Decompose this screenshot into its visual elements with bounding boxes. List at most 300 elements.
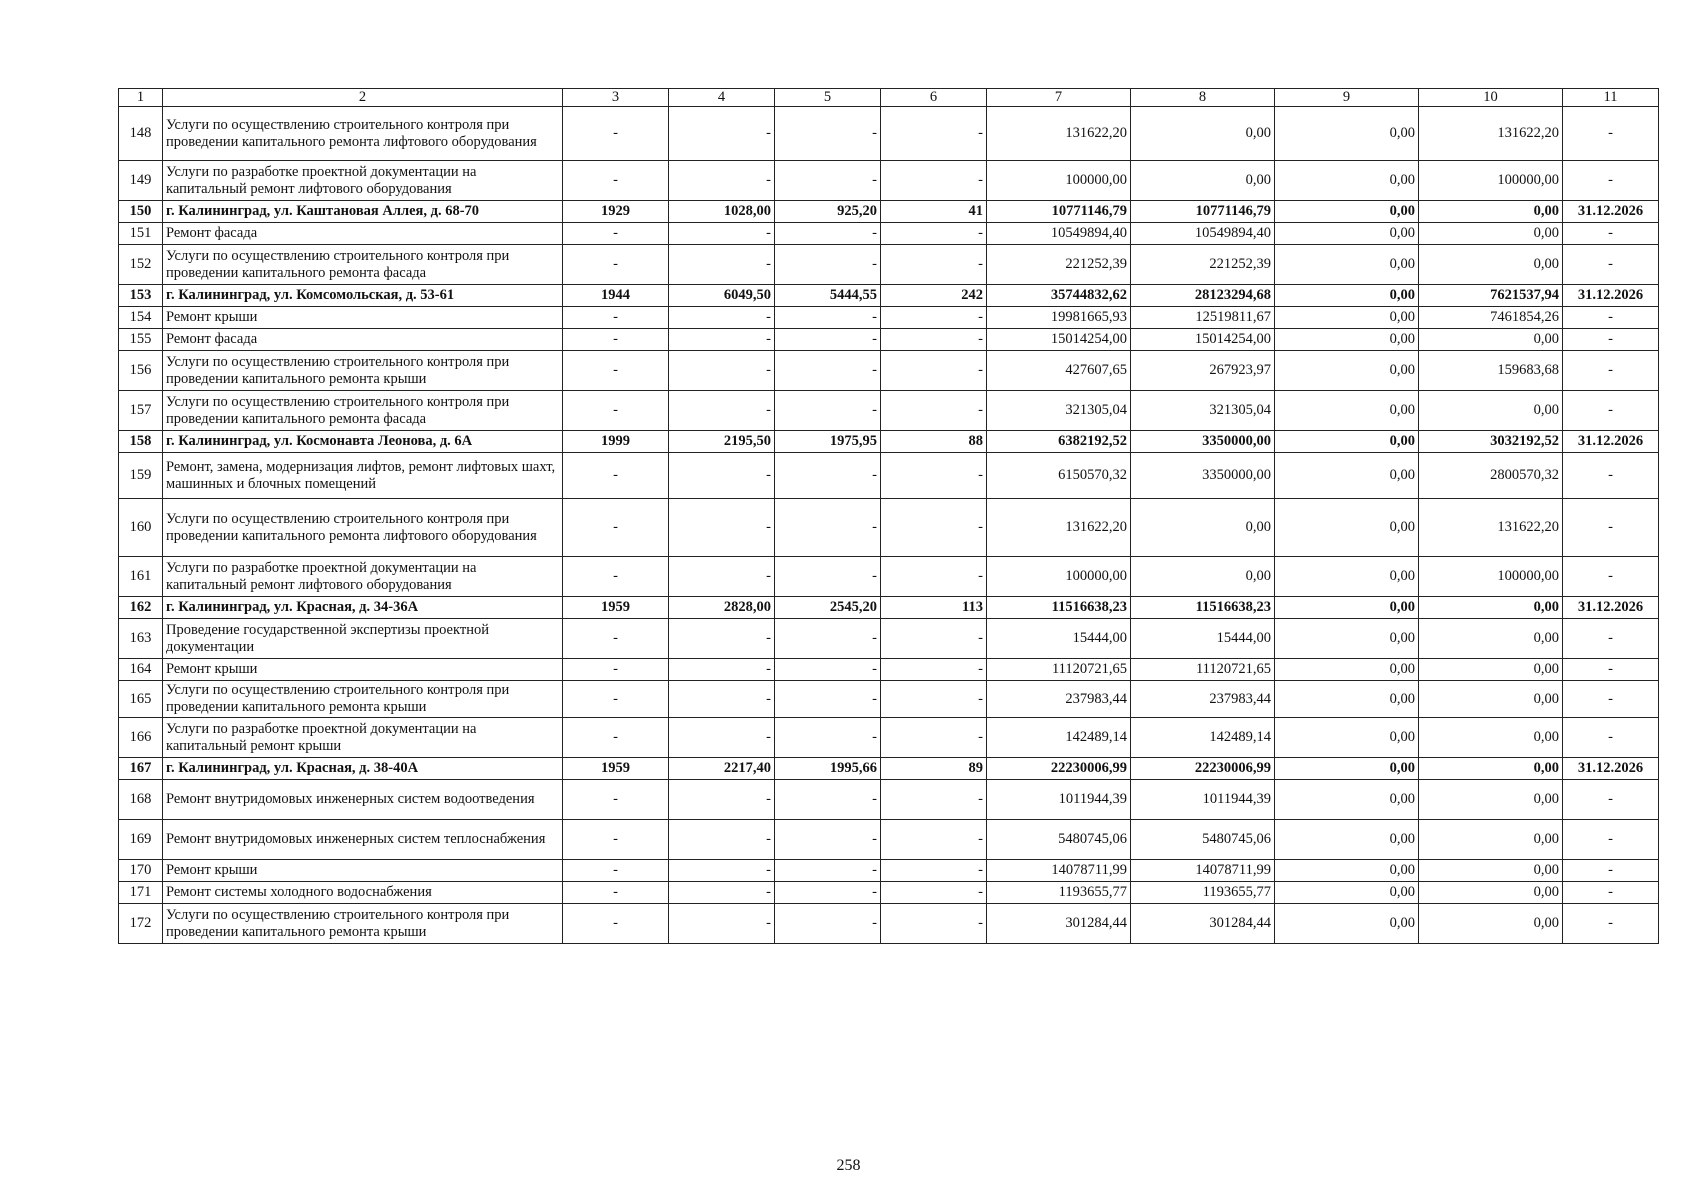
total-area-cell: - <box>669 161 775 201</box>
year-cell: - <box>563 329 669 351</box>
cost-budget-cell: 0,00 <box>1275 223 1419 245</box>
work-row <box>119 499 1659 557</box>
living-area-cell: - <box>775 820 881 860</box>
cost-budget-cell: 0,00 <box>1275 307 1419 329</box>
cost-budget-cell: 0,00 <box>1275 431 1419 453</box>
cost-owners-cell: 100000,00 <box>1419 161 1563 201</box>
residents-cell: - <box>881 904 987 944</box>
deadline-cell: 31.12.2026 <box>1563 201 1659 223</box>
cost-fund-cell: 14078711,99 <box>1131 860 1275 882</box>
living-area-cell: 2545,20 <box>775 597 881 619</box>
cost-budget-cell: 0,00 <box>1275 329 1419 351</box>
residents-cell: 242 <box>881 285 987 307</box>
cost-fund-cell: 1193655,77 <box>1131 882 1275 904</box>
cost-budget-cell: 0,00 <box>1275 718 1419 758</box>
work-name-cell: Ремонт внутридомовых инженерных систем теплоснабжения <box>163 820 563 860</box>
residents-cell: - <box>881 619 987 659</box>
total-area-cell: - <box>669 307 775 329</box>
column-number-cell: 1 <box>119 89 163 107</box>
cost-budget-cell: 0,00 <box>1275 780 1419 820</box>
work-name-cell: Ремонт внутридомовых инженерных систем водоотведения <box>163 780 563 820</box>
cost-fund-cell: 22230006,99 <box>1131 758 1275 780</box>
total-area-cell: - <box>669 391 775 431</box>
living-area-cell: - <box>775 499 881 557</box>
total-area-cell: - <box>669 107 775 161</box>
page-number: 258 <box>836 1157 861 1174</box>
deadline-cell: 31.12.2026 <box>1563 285 1659 307</box>
living-area-cell: 5444,55 <box>775 285 881 307</box>
total-area-cell: 2195,50 <box>669 431 775 453</box>
residents-cell: - <box>881 681 987 718</box>
residents-cell: - <box>881 659 987 681</box>
cost-fund-cell: 28123294,68 <box>1131 285 1275 307</box>
living-area-cell: - <box>775 453 881 499</box>
year-cell: - <box>563 904 669 944</box>
total-cost-cell: 10771146,79 <box>987 201 1131 223</box>
cost-budget-cell: 0,00 <box>1275 882 1419 904</box>
year-cell: - <box>563 223 669 245</box>
row-number-cell: 149 <box>119 161 163 201</box>
total-area-cell: - <box>669 499 775 557</box>
cost-budget-cell: 0,00 <box>1275 904 1419 944</box>
residents-cell: - <box>881 820 987 860</box>
cost-fund-cell: 0,00 <box>1131 557 1275 597</box>
row-number-cell: 171 <box>119 882 163 904</box>
cost-fund-cell: 11516638,23 <box>1131 597 1275 619</box>
total-cost-cell: 1011944,39 <box>987 780 1131 820</box>
residents-cell: - <box>881 161 987 201</box>
column-number-cell: 9 <box>1275 89 1419 107</box>
program-table <box>118 88 1659 944</box>
total-cost-cell: 22230006,99 <box>987 758 1131 780</box>
cost-fund-cell: 10549894,40 <box>1131 223 1275 245</box>
row-number-cell: 148 <box>119 107 163 161</box>
cost-fund-cell: 3350000,00 <box>1131 431 1275 453</box>
cost-fund-cell: 10771146,79 <box>1131 201 1275 223</box>
cost-fund-cell: 237983,44 <box>1131 681 1275 718</box>
year-cell: 1944 <box>563 285 669 307</box>
total-cost-cell: 321305,04 <box>987 391 1131 431</box>
living-area-cell: - <box>775 557 881 597</box>
work-row <box>119 107 1659 161</box>
year-cell: - <box>563 499 669 557</box>
residents-cell: - <box>881 107 987 161</box>
cost-fund-cell: 11120721,65 <box>1131 659 1275 681</box>
total-cost-cell: 11516638,23 <box>987 597 1131 619</box>
row-number-cell: 168 <box>119 780 163 820</box>
work-name-cell: Проведение государственной экспертизы проектной документации <box>163 619 563 659</box>
deadline-cell: - <box>1563 659 1659 681</box>
work-name-cell: Услуги по осуществлению строительного контроля при проведении капитального ремонта лифтового оборудования <box>163 499 563 557</box>
cost-owners-cell: 0,00 <box>1419 758 1563 780</box>
building-row <box>119 597 1659 619</box>
work-row <box>119 860 1659 882</box>
cost-fund-cell: 301284,44 <box>1131 904 1275 944</box>
table-body <box>119 89 1659 944</box>
total-area-cell: - <box>669 820 775 860</box>
cost-fund-cell: 12519811,67 <box>1131 307 1275 329</box>
total-area-cell: 1028,00 <box>669 201 775 223</box>
row-number-cell: 159 <box>119 453 163 499</box>
deadline-cell: - <box>1563 904 1659 944</box>
row-number-cell: 153 <box>119 285 163 307</box>
deadline-cell: - <box>1563 223 1659 245</box>
deadline-cell: - <box>1563 780 1659 820</box>
year-cell: - <box>563 557 669 597</box>
residents-cell: - <box>881 307 987 329</box>
year-cell: - <box>563 718 669 758</box>
cost-budget-cell: 0,00 <box>1275 860 1419 882</box>
row-number-cell: 151 <box>119 223 163 245</box>
row-number-cell: 163 <box>119 619 163 659</box>
cost-owners-cell: 2800570,32 <box>1419 453 1563 499</box>
living-area-cell: - <box>775 681 881 718</box>
total-cost-cell: 131622,20 <box>987 499 1131 557</box>
total-area-cell: - <box>669 659 775 681</box>
cost-owners-cell: 7461854,26 <box>1419 307 1563 329</box>
cost-budget-cell: 0,00 <box>1275 453 1419 499</box>
total-area-cell: - <box>669 882 775 904</box>
deadline-cell: - <box>1563 718 1659 758</box>
deadline-cell: - <box>1563 860 1659 882</box>
building-row <box>119 758 1659 780</box>
year-cell: - <box>563 161 669 201</box>
living-area-cell: - <box>775 307 881 329</box>
cost-fund-cell: 3350000,00 <box>1131 453 1275 499</box>
work-name-cell: Ремонт фасада <box>163 329 563 351</box>
work-row <box>119 820 1659 860</box>
year-cell: 1959 <box>563 597 669 619</box>
work-name-cell: г. Калининград, ул. Космонавта Леонова, д. 6А <box>163 431 563 453</box>
cost-budget-cell: 0,00 <box>1275 820 1419 860</box>
row-number-cell: 158 <box>119 431 163 453</box>
cost-owners-cell: 0,00 <box>1419 860 1563 882</box>
total-area-cell: 6049,50 <box>669 285 775 307</box>
total-cost-cell: 14078711,99 <box>987 860 1131 882</box>
work-row <box>119 329 1659 351</box>
residents-cell: 41 <box>881 201 987 223</box>
column-number-cell: 4 <box>669 89 775 107</box>
year-cell: 1929 <box>563 201 669 223</box>
residents-cell: 89 <box>881 758 987 780</box>
year-cell: - <box>563 307 669 329</box>
cost-budget-cell: 0,00 <box>1275 201 1419 223</box>
year-cell: - <box>563 391 669 431</box>
living-area-cell: - <box>775 223 881 245</box>
total-area-cell: - <box>669 718 775 758</box>
cost-fund-cell: 0,00 <box>1131 107 1275 161</box>
work-name-cell: Ремонт крыши <box>163 307 563 329</box>
work-row <box>119 557 1659 597</box>
row-number-cell: 172 <box>119 904 163 944</box>
cost-fund-cell: 142489,14 <box>1131 718 1275 758</box>
total-cost-cell: 131622,20 <box>987 107 1131 161</box>
row-number-cell: 164 <box>119 659 163 681</box>
work-name-cell: Услуги по осуществлению строительного контроля при проведении капитального ремонта крыши <box>163 904 563 944</box>
column-number-cell: 10 <box>1419 89 1563 107</box>
year-cell: - <box>563 245 669 285</box>
living-area-cell: - <box>775 904 881 944</box>
cost-owners-cell: 0,00 <box>1419 659 1563 681</box>
total-area-cell: - <box>669 453 775 499</box>
living-area-cell: - <box>775 391 881 431</box>
residents-cell: - <box>881 499 987 557</box>
total-cost-cell: 100000,00 <box>987 557 1131 597</box>
living-area-cell: - <box>775 780 881 820</box>
year-cell: - <box>563 681 669 718</box>
year-cell: - <box>563 882 669 904</box>
cost-budget-cell: 0,00 <box>1275 758 1419 780</box>
residents-cell: 88 <box>881 431 987 453</box>
residents-cell: - <box>881 557 987 597</box>
work-name-cell: Ремонт, замена, модернизация лифтов, ремонт лифтовых шахт, машинных и блочных помещений <box>163 453 563 499</box>
deadline-cell: 31.12.2026 <box>1563 758 1659 780</box>
year-cell: - <box>563 659 669 681</box>
building-row <box>119 201 1659 223</box>
cost-budget-cell: 0,00 <box>1275 351 1419 391</box>
cost-owners-cell: 0,00 <box>1419 391 1563 431</box>
living-area-cell: 925,20 <box>775 201 881 223</box>
work-row <box>119 659 1659 681</box>
living-area-cell: - <box>775 351 881 391</box>
work-name-cell: Услуги по осуществлению строительного контроля при проведении капитального ремонта лифтового оборудования <box>163 107 563 161</box>
residents-cell: - <box>881 329 987 351</box>
residents-cell: - <box>881 391 987 431</box>
deadline-cell: 31.12.2026 <box>1563 431 1659 453</box>
work-name-cell: Услуги по осуществлению строительного контроля при проведении капитального ремонта фасада <box>163 245 563 285</box>
total-cost-cell: 100000,00 <box>987 161 1131 201</box>
residents-cell: 113 <box>881 597 987 619</box>
deadline-cell: - <box>1563 351 1659 391</box>
living-area-cell: - <box>775 860 881 882</box>
cost-budget-cell: 0,00 <box>1275 107 1419 161</box>
work-name-cell: Ремонт крыши <box>163 659 563 681</box>
cost-owners-cell: 0,00 <box>1419 223 1563 245</box>
total-cost-cell: 5480745,06 <box>987 820 1131 860</box>
total-cost-cell: 15014254,00 <box>987 329 1131 351</box>
living-area-cell: - <box>775 107 881 161</box>
cost-owners-cell: 0,00 <box>1419 245 1563 285</box>
total-area-cell: - <box>669 619 775 659</box>
cost-owners-cell: 0,00 <box>1419 780 1563 820</box>
year-cell: 1959 <box>563 758 669 780</box>
work-name-cell: Услуги по осуществлению строительного контроля при проведении капитального ремонта крыши <box>163 681 563 718</box>
deadline-cell: - <box>1563 619 1659 659</box>
deadline-cell: - <box>1563 107 1659 161</box>
living-area-cell: 1995,66 <box>775 758 881 780</box>
cost-owners-cell: 159683,68 <box>1419 351 1563 391</box>
total-cost-cell: 19981665,93 <box>987 307 1131 329</box>
work-name-cell: г. Калининград, ул. Красная, д. 34-36А <box>163 597 563 619</box>
year-cell: - <box>563 780 669 820</box>
cost-owners-cell: 131622,20 <box>1419 499 1563 557</box>
residents-cell: - <box>881 245 987 285</box>
cost-owners-cell: 0,00 <box>1419 619 1563 659</box>
cost-fund-cell: 1011944,39 <box>1131 780 1275 820</box>
deadline-cell: - <box>1563 453 1659 499</box>
residents-cell: - <box>881 860 987 882</box>
cost-fund-cell: 321305,04 <box>1131 391 1275 431</box>
year-cell: - <box>563 351 669 391</box>
total-area-cell: - <box>669 681 775 718</box>
cost-fund-cell: 267923,97 <box>1131 351 1275 391</box>
cost-budget-cell: 0,00 <box>1275 597 1419 619</box>
cost-budget-cell: 0,00 <box>1275 161 1419 201</box>
total-area-cell: - <box>669 351 775 391</box>
cost-fund-cell: 5480745,06 <box>1131 820 1275 860</box>
year-cell: - <box>563 860 669 882</box>
cost-owners-cell: 0,00 <box>1419 681 1563 718</box>
residents-cell: - <box>881 351 987 391</box>
work-name-cell: г. Калининград, ул. Комсомольская, д. 53-61 <box>163 285 563 307</box>
cost-fund-cell: 15444,00 <box>1131 619 1275 659</box>
row-number-cell: 155 <box>119 329 163 351</box>
column-number-cell: 7 <box>987 89 1131 107</box>
cost-owners-cell: 0,00 <box>1419 882 1563 904</box>
cost-owners-cell: 0,00 <box>1419 820 1563 860</box>
deadline-cell: - <box>1563 245 1659 285</box>
cost-fund-cell: 221252,39 <box>1131 245 1275 285</box>
living-area-cell: - <box>775 882 881 904</box>
living-area-cell: - <box>775 245 881 285</box>
residents-cell: - <box>881 780 987 820</box>
cost-owners-cell: 100000,00 <box>1419 557 1563 597</box>
total-area-cell: - <box>669 904 775 944</box>
living-area-cell: - <box>775 161 881 201</box>
row-number-cell: 170 <box>119 860 163 882</box>
work-row <box>119 453 1659 499</box>
cost-budget-cell: 0,00 <box>1275 391 1419 431</box>
total-cost-cell: 221252,39 <box>987 245 1131 285</box>
living-area-cell: - <box>775 659 881 681</box>
cost-fund-cell: 15014254,00 <box>1131 329 1275 351</box>
total-area-cell: - <box>669 860 775 882</box>
residents-cell: - <box>881 453 987 499</box>
total-cost-cell: 1193655,77 <box>987 882 1131 904</box>
work-name-cell: Услуги по осуществлению строительного контроля при проведении капитального ремонта фасада <box>163 391 563 431</box>
column-number-cell: 2 <box>163 89 563 107</box>
row-number-cell: 162 <box>119 597 163 619</box>
work-row <box>119 904 1659 944</box>
cost-fund-cell: 0,00 <box>1131 499 1275 557</box>
residents-cell: - <box>881 718 987 758</box>
work-name-cell: Ремонт системы холодного водоснабжения <box>163 882 563 904</box>
cost-fund-cell: 0,00 <box>1131 161 1275 201</box>
row-number-cell: 156 <box>119 351 163 391</box>
total-cost-cell: 11120721,65 <box>987 659 1131 681</box>
work-name-cell: Услуги по разработке проектной документации на капитальный ремонт лифтового оборудования <box>163 557 563 597</box>
total-cost-cell: 10549894,40 <box>987 223 1131 245</box>
total-area-cell: - <box>669 223 775 245</box>
total-cost-cell: 237983,44 <box>987 681 1131 718</box>
deadline-cell: - <box>1563 307 1659 329</box>
cost-owners-cell: 0,00 <box>1419 201 1563 223</box>
deadline-cell: - <box>1563 499 1659 557</box>
total-cost-cell: 142489,14 <box>987 718 1131 758</box>
total-area-cell: 2828,00 <box>669 597 775 619</box>
row-number-cell: 150 <box>119 201 163 223</box>
column-number-cell: 11 <box>1563 89 1659 107</box>
cost-budget-cell: 0,00 <box>1275 681 1419 718</box>
building-row <box>119 285 1659 307</box>
work-row <box>119 307 1659 329</box>
total-cost-cell: 35744832,62 <box>987 285 1131 307</box>
total-cost-cell: 427607,65 <box>987 351 1131 391</box>
work-row <box>119 681 1659 718</box>
total-cost-cell: 6150570,32 <box>987 453 1131 499</box>
deadline-cell: - <box>1563 882 1659 904</box>
work-name-cell: Услуги по разработке проектной документации на капитальный ремонт крыши <box>163 718 563 758</box>
work-row <box>119 351 1659 391</box>
cost-owners-cell: 7621537,94 <box>1419 285 1563 307</box>
column-number-cell: 6 <box>881 89 987 107</box>
cost-owners-cell: 131622,20 <box>1419 107 1563 161</box>
work-name-cell: г. Калининград, ул. Красная, д. 38-40А <box>163 758 563 780</box>
row-number-cell: 154 <box>119 307 163 329</box>
total-area-cell: - <box>669 780 775 820</box>
cost-owners-cell: 0,00 <box>1419 329 1563 351</box>
deadline-cell: - <box>1563 161 1659 201</box>
total-cost-cell: 301284,44 <box>987 904 1131 944</box>
work-name-cell: Ремонт фасада <box>163 223 563 245</box>
total-area-cell: - <box>669 557 775 597</box>
cost-budget-cell: 0,00 <box>1275 245 1419 285</box>
year-cell: - <box>563 820 669 860</box>
work-row <box>119 780 1659 820</box>
deadline-cell: - <box>1563 681 1659 718</box>
row-number-cell: 161 <box>119 557 163 597</box>
living-area-cell: - <box>775 619 881 659</box>
column-number-cell: 3 <box>563 89 669 107</box>
cost-owners-cell: 3032192,52 <box>1419 431 1563 453</box>
living-area-cell: - <box>775 329 881 351</box>
work-name-cell: г. Калининград, ул. Каштановая Аллея, д. 68-70 <box>163 201 563 223</box>
total-area-cell: - <box>669 245 775 285</box>
work-row <box>119 718 1659 758</box>
cost-owners-cell: 0,00 <box>1419 904 1563 944</box>
work-name-cell: Ремонт крыши <box>163 860 563 882</box>
work-row <box>119 223 1659 245</box>
column-number-cell: 8 <box>1131 89 1275 107</box>
year-cell: 1999 <box>563 431 669 453</box>
row-number-cell: 157 <box>119 391 163 431</box>
total-area-cell: - <box>669 329 775 351</box>
building-row <box>119 431 1659 453</box>
residents-cell: - <box>881 882 987 904</box>
cost-budget-cell: 0,00 <box>1275 557 1419 597</box>
row-number-cell: 166 <box>119 718 163 758</box>
deadline-cell: 31.12.2026 <box>1563 597 1659 619</box>
work-name-cell: Услуги по осуществлению строительного контроля при проведении капитального ремонта крыши <box>163 351 563 391</box>
cost-owners-cell: 0,00 <box>1419 597 1563 619</box>
deadline-cell: - <box>1563 391 1659 431</box>
work-row <box>119 391 1659 431</box>
row-number-cell: 160 <box>119 499 163 557</box>
cost-budget-cell: 0,00 <box>1275 619 1419 659</box>
work-name-cell: Услуги по разработке проектной документации на капитальный ремонт лифтового оборудования <box>163 161 563 201</box>
column-number-row <box>119 89 1659 107</box>
year-cell: - <box>563 619 669 659</box>
row-number-cell: 167 <box>119 758 163 780</box>
residents-cell: - <box>881 223 987 245</box>
deadline-cell: - <box>1563 329 1659 351</box>
total-area-cell: 2217,40 <box>669 758 775 780</box>
living-area-cell: - <box>775 718 881 758</box>
total-cost-cell: 6382192,52 <box>987 431 1131 453</box>
cost-budget-cell: 0,00 <box>1275 659 1419 681</box>
cost-budget-cell: 0,00 <box>1275 499 1419 557</box>
work-row <box>119 161 1659 201</box>
